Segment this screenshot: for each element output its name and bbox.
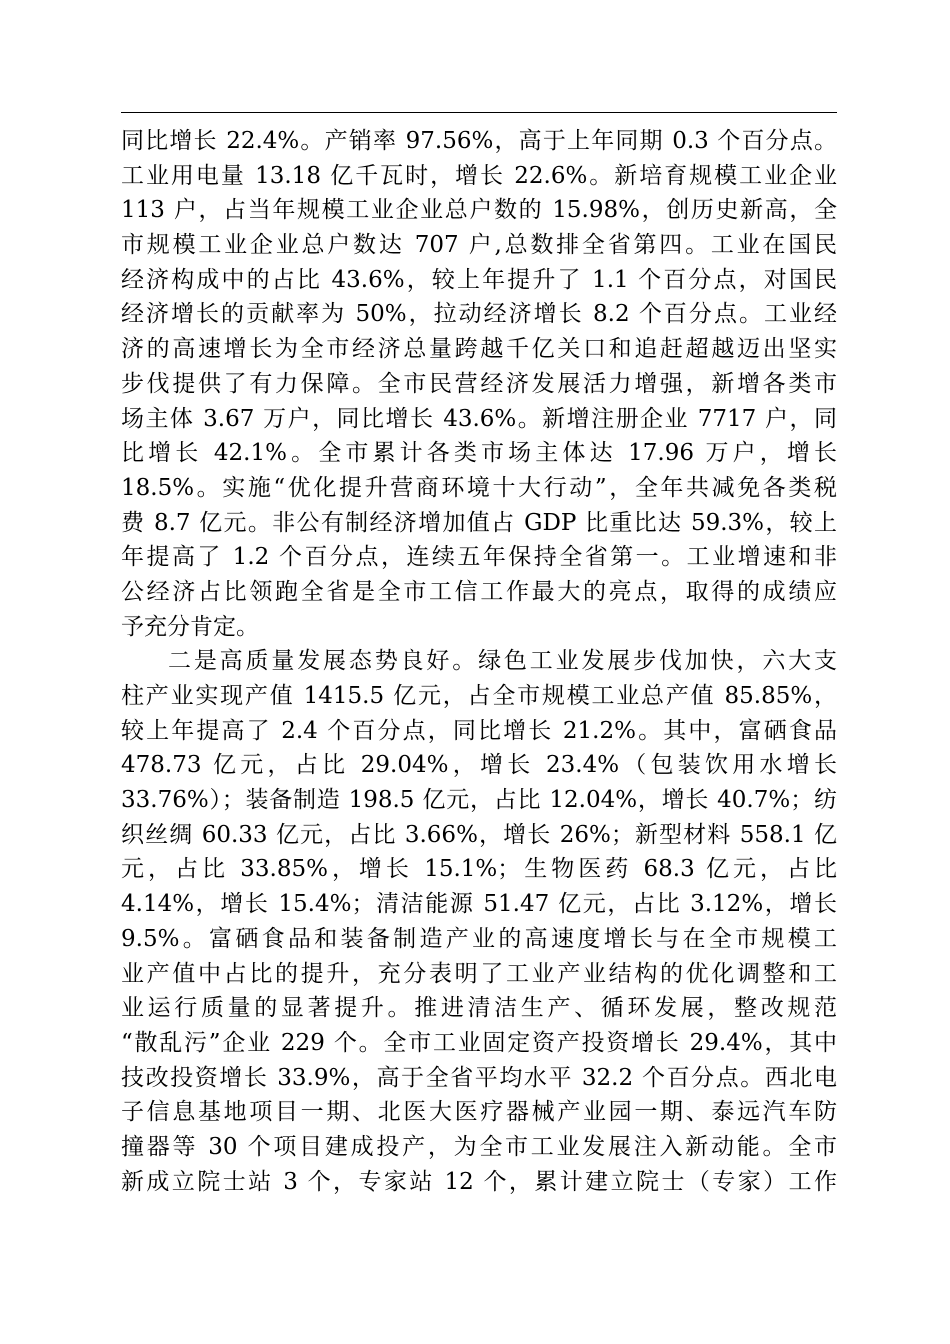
text-line: 业运行质量的显著提升。推进清洁生产、循环发展，整改规范 <box>121 995 837 1022</box>
text-line: 478.73 亿元，占比 29.04%，增长 23.4%（包装饮用水增长 <box>121 752 837 779</box>
text-line: 业产值中占比的提升，充分表明了工业产业结构的优化调整和工 <box>121 960 837 987</box>
text-line: 同比增长 22.4%。产销率 97.56%，高于上年同期 0.3 个百分点。 <box>121 128 837 154</box>
text-line: 4.14%，增长 15.4%；清洁能源 51.47 亿元，占比 3.12%，增长 <box>121 891 837 918</box>
text-line-paragraph-end: 予充分肯定。 <box>121 613 259 640</box>
body-text <box>121 124 837 1199</box>
text-line: 费 8.7 亿元。非公有制经济增加值占 GDP 比重比达 59.3%，较上 <box>121 509 837 536</box>
text-line: 场主体 3.67 万户，同比增长 43.6%。新增注册企业 7717 户，同 <box>121 405 837 432</box>
text-line: 技改投资增长 33.9%，高于全省平均水平 32.2 个百分点。西北电 <box>121 1064 837 1091</box>
text-line: 33.76%）；装备制造 198.5 亿元，占比 12.04%，增长 40.7%；纺 <box>121 787 837 814</box>
text-line-paragraph-start: 二是高质量发展态势良好。绿色工业发展步伐加快，六大支 <box>168 648 837 675</box>
text-line: 步伐提供了有力保障。全市民营经济发展活力增强，新增各类市 <box>121 370 837 397</box>
text-line: 子信息基地项目一期、北医大医疗器械产业园一期、泰远汽车防 <box>121 1099 837 1126</box>
text-line: 9.5%。富硒食品和装备制造产业的高速度增长与在全市规模工 <box>121 925 837 952</box>
text-line: 经济构成中的占比 43.6%，较上年提升了 1.1 个百分点，对国民 <box>121 266 837 293</box>
text-line: 113 户，占当年规模工业企业总户数的 15.98%，创历史新高，全 <box>121 197 837 224</box>
text-line: 经济增长的贡献率为 50%，拉动经济增长 8.2 个百分点。工业经 <box>121 301 837 328</box>
text-line: 市规模工业企业总户数达 707 户,总数排全省第四。工业在国民 <box>121 232 837 259</box>
text-line: 工业用电量 13.18 亿千瓦时，增长 22.6%。新培育规模工业企业 <box>121 162 837 189</box>
text-line: 济的高速增长为全市经济总量跨越千亿关口和追赶超越迈出坚实 <box>121 336 837 363</box>
text-line: 较上年提高了 2.4 个百分点，同比增长 21.2%。其中，富硒食品 <box>121 717 837 744</box>
text-line: 年提高了 1.2 个百分点，连续五年保持全省第一。工业增速和非 <box>121 544 837 571</box>
text-line: 新成立院士站 3 个，专家站 12 个，累计建立院士（专家）工作 <box>121 1168 837 1195</box>
header-rule <box>121 112 837 113</box>
text-line: 撞器等 30 个项目建成投产，为全市工业发展注入新动能。全市 <box>121 1133 837 1160</box>
text-line: 元，占比 33.85%，增长 15.1%；生物医药 68.3 亿元，占比 <box>121 856 837 883</box>
text-line: 公经济占比领跑全省是全市工信工作最大的亮点，取得的成绩应 <box>121 578 837 605</box>
text-line: 柱产业实现产值 1415.5 亿元，占全市规模工业总产值 85.85%， <box>121 683 837 709</box>
text-line: “散乱污”企业 229 个。全市工业固定资产投资增长 29.4%，其中 <box>121 1029 837 1056</box>
text-line: 18.5%。实施“优化提升营商环境十大行动”，全年共减免各类税 <box>121 474 837 501</box>
text-line: 比增长 42.1%。全市累计各类市场主体达 17.96 万户，增长 <box>121 440 837 467</box>
text-line: 织丝绸 60.33 亿元，占比 3.66%，增长 26%；新型材料 558.1 亿 <box>121 821 837 848</box>
